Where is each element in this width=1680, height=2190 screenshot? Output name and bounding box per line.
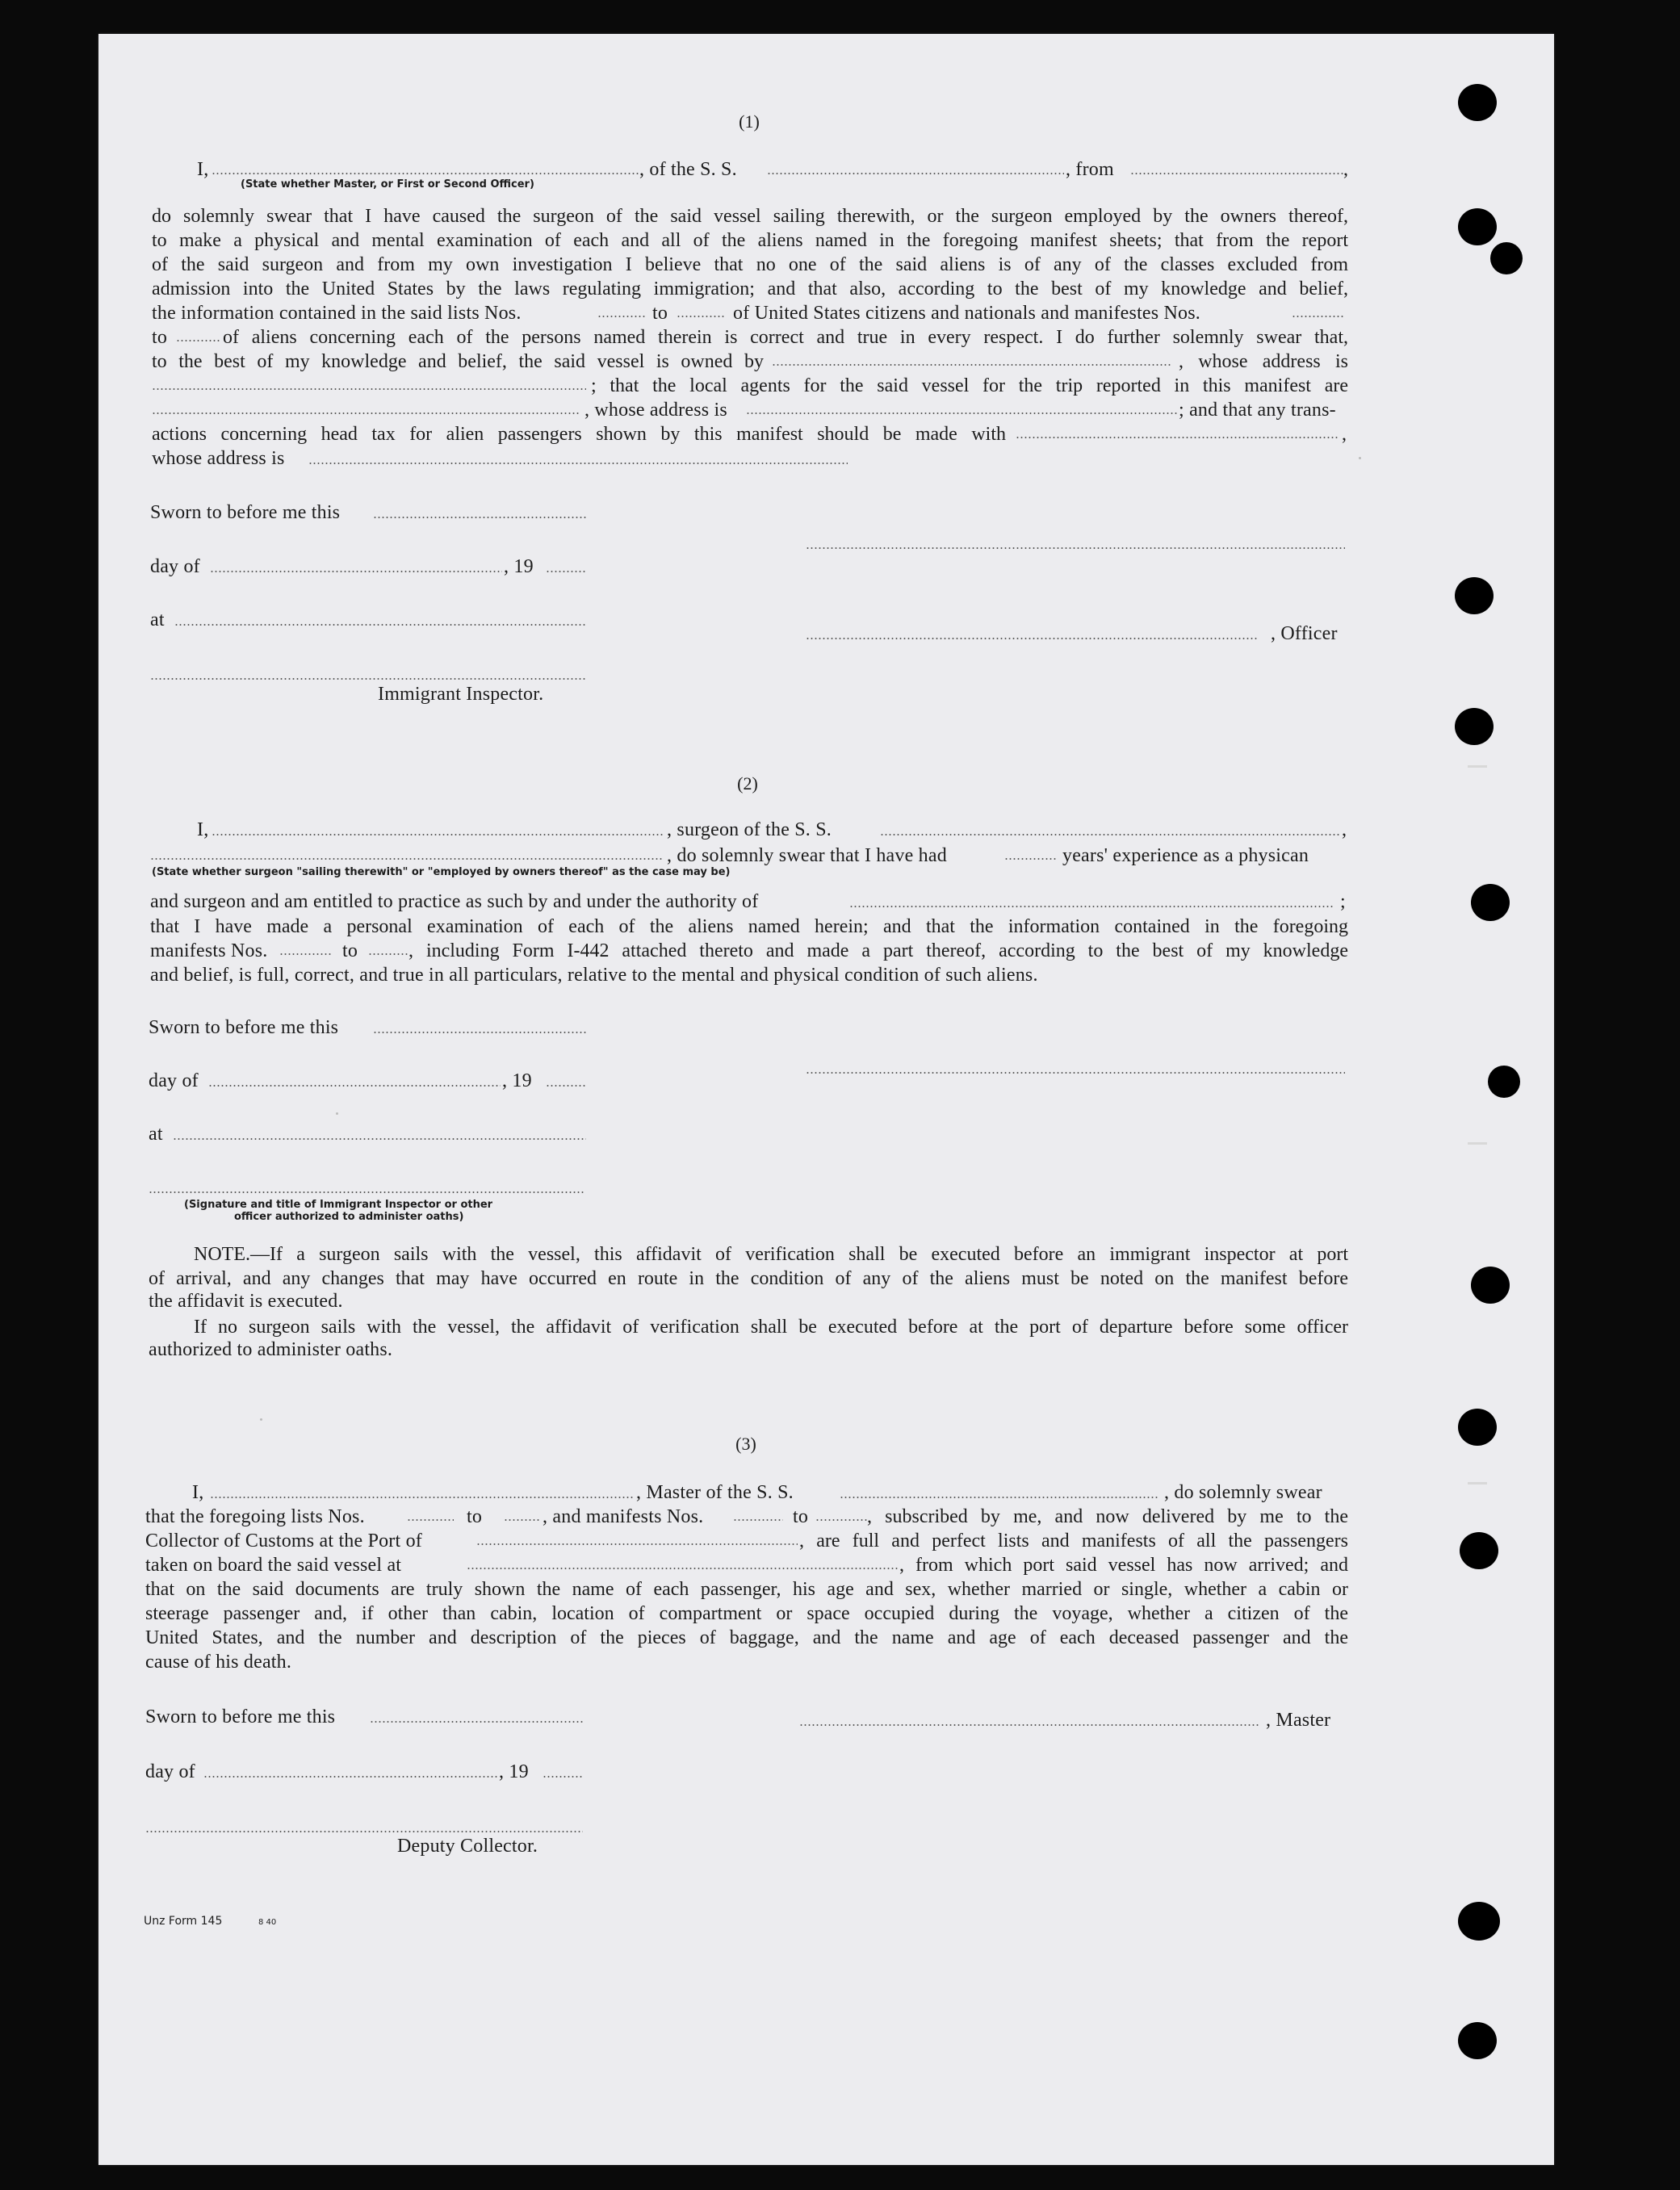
s1-lists-from-blank (597, 316, 646, 317)
s3-dayof: day of (145, 1761, 195, 1782)
s2-p3a: manifests Nos. (150, 940, 268, 961)
section-1-heading: (1) (739, 111, 760, 132)
s1-p7b: , whose address is (1179, 351, 1348, 372)
s3-l4a: taken on board the said vessel at (145, 1555, 402, 1576)
binding-hole (1458, 1409, 1497, 1446)
margin-mark (1468, 765, 1487, 768)
dust-speck (260, 1418, 262, 1421)
s1-manifests-to-blank (176, 340, 221, 341)
s3-name-blank (210, 1497, 635, 1498)
s1-vessel-blank (767, 173, 1064, 174)
s2-inspector-blank (149, 1191, 584, 1193)
s2-end: , (1342, 819, 1347, 840)
s1-para-line: of the said surgeon and from my own investigation I believe that no one of the said aliens is of any of the classes excluded from (152, 254, 1348, 275)
s3-deputy-blank (145, 1831, 583, 1832)
s1-at: at (150, 609, 165, 630)
s3-sworn-blank (370, 1721, 583, 1723)
s2-surgeon-ss: , surgeon of the S. S. (667, 819, 832, 840)
s3-port-blank (476, 1543, 798, 1545)
s2-manifests-to-blank (368, 953, 408, 955)
s2-p3c: , including Form I-442 attached thereto and made a part thereof, according to the best of my knowledge (408, 940, 1348, 961)
s1-owner-address-blank (152, 388, 586, 390)
s1-p5c: of United States citizens and nationals and manifestes Nos. (733, 303, 1200, 324)
s1-p9b: ; and that any trans- (1179, 400, 1336, 421)
s1-p6b: of aliens concerning each of the persons named therein is correct and true in every respect. I do further solemnly swear that, (223, 327, 1348, 348)
binding-hole (1460, 1532, 1498, 1569)
s3-para-line: that on the said documents are truly shown the name of each passenger, his age and sex, whether married or single, whether a cabin or (145, 1579, 1348, 1600)
s2-signature-blank (806, 1072, 1345, 1074)
s2-p3b: to (342, 940, 358, 961)
s2-status-blank (150, 858, 664, 860)
s1-p7a: to the best of my knowledge and belief, the said vessel is owned by (152, 351, 764, 372)
s2-name-blank (212, 834, 664, 835)
form-number: Unz Form 145 (144, 1915, 223, 1928)
s1-dayof: day of (150, 556, 200, 577)
s1-p9a: , whose address is (584, 400, 727, 421)
s3-master-ss: , Master of the S. S. (636, 1482, 794, 1503)
s3-l2a: that the foregoing lists Nos. (145, 1506, 365, 1527)
s2-at: at (149, 1124, 163, 1145)
s1-manifests-blank (1292, 316, 1345, 317)
s1-inspector-blank (150, 678, 586, 680)
s2-at-blank (173, 1138, 586, 1140)
s2-p1a: and surgeon and am entitled to practice as such by and under the authority of (150, 891, 759, 912)
s1-sworn-blank (373, 517, 586, 518)
s3-l3a: Collector of Customs at the Port of (145, 1530, 422, 1551)
binding-hole (1458, 1902, 1500, 1941)
margin-mark (1468, 1482, 1487, 1484)
binding-hole (1471, 1267, 1510, 1304)
s1-day-blank (210, 571, 502, 572)
s2-note-line: If no surgeon sails with the vessel, the affidavit of verification shall be executed before at the port of departure before some officer (194, 1317, 1348, 1338)
s3-master: , Master (1266, 1710, 1331, 1731)
s3-para-line: United States, and the number and description of the pieces of baggage, and the name and age of each deceased passenger and the (145, 1627, 1348, 1648)
s3-swear: , do solemnly swear (1164, 1482, 1322, 1503)
s1-at-blank (174, 624, 586, 626)
s2-note-line: the affidavit is executed. (149, 1291, 343, 1312)
s2-year: , 19 (502, 1070, 532, 1091)
s1-p8: ; that the local agents for the said vessel for the trip reported in this manifest are (591, 375, 1348, 396)
section-2-heading: (2) (737, 773, 758, 794)
s3-day-blank (203, 1776, 497, 1778)
s2-vessel-blank (880, 834, 1340, 835)
s1-caption: (State whether Master, or First or Second Officer) (241, 178, 534, 191)
s2-caption: (State whether surgeon "sailing therewith" or "employed by owners thereof" as the case may be) (152, 866, 731, 878)
s1-p6a: to (152, 327, 168, 348)
s2-day-blank (208, 1085, 501, 1087)
binding-hole (1458, 2022, 1497, 2059)
s2-p1b: ; (1340, 891, 1346, 912)
binding-hole (1455, 577, 1494, 614)
s3-sworn: Sworn to before me this (145, 1706, 336, 1727)
s1-year-blank (546, 571, 586, 572)
binding-hole (1471, 884, 1510, 921)
s2-manifests-from-blank (279, 953, 331, 955)
s2-dayof: day of (149, 1070, 199, 1091)
s1-p11: whose address is (152, 448, 285, 469)
s2-note-line: authorized to administer oaths. (149, 1339, 393, 1360)
s2-note-line: of arrival, and any changes that may have occurred en route in the condition of any of the aliens must be noted on the manifest before (149, 1268, 1348, 1289)
s3-onboard-blank (467, 1568, 898, 1569)
s1-p5a: the information contained in the said lists Nos. (152, 303, 522, 324)
s3-manifests-from-blank (733, 1519, 783, 1521)
binding-hole (1458, 84, 1497, 121)
s1-headtax-blank (1016, 437, 1339, 438)
dust-speck (1359, 457, 1361, 459)
s1-sworn: Sworn to before me this (150, 502, 341, 523)
s3-i: I, (192, 1482, 204, 1503)
s2-year-blank (546, 1085, 586, 1087)
section-3-heading: (3) (735, 1434, 756, 1454)
s3-manifests-to-blank (815, 1519, 867, 1521)
s1-lists-to-blank (677, 316, 725, 317)
s3-year: , 19 (499, 1761, 529, 1782)
s3-l2b: to (467, 1506, 483, 1527)
binding-hole (1488, 1066, 1520, 1098)
s3-vessel-blank (840, 1497, 1159, 1498)
s1-inspector: Immigrant Inspector. (378, 684, 544, 705)
s2-sworn-blank (373, 1032, 586, 1033)
s2-sworn: Sworn to before me this (149, 1017, 339, 1038)
s1-officer-blank (806, 638, 1258, 639)
s3-l2d: to (793, 1506, 809, 1527)
s2-years-blank (1004, 858, 1056, 860)
s3-l2c: , and manifests Nos. (543, 1506, 704, 1527)
s1-agents-blank (152, 412, 580, 414)
s1-name-blank (212, 173, 639, 174)
form-code: 8 40 (258, 1918, 277, 1927)
s2-swear: , do solemnly swear that I have had (667, 845, 947, 866)
s3-l2e: , subscribed by me, and now delivered by me to the (867, 1506, 1348, 1527)
s1-officer: , Officer (1271, 623, 1338, 644)
s2-sig-caption-2: officer authorized to administer oaths) (234, 1211, 464, 1223)
s3-master-signature-blank (799, 1724, 1259, 1726)
s2-note-line: NOTE.—If a surgeon sails with the vessel, this affidavit of verification shall be executed before an immigrant inspector at port (194, 1244, 1348, 1265)
s3-l4b: , from which port said vessel has now arrived; and (899, 1555, 1348, 1576)
binding-hole (1455, 708, 1494, 745)
s3-deputy: Deputy Collector. (397, 1836, 538, 1857)
s3-para-line: cause of his death. (145, 1652, 292, 1673)
s1-year: , 19 (504, 556, 534, 577)
s1-p10b: , (1342, 424, 1347, 445)
s1-para-line: admission into the United States by the laws regulating immigration; and that also, according to the best of my knowledge and belief, (152, 278, 1348, 299)
s1-from-blank (1130, 173, 1343, 174)
s3-para-line: steerage passenger and, if other than cabin, location of compartment or space occupied during the voyage, whether a citizen of the (145, 1603, 1348, 1624)
s3-lists-to-blank (504, 1519, 541, 1521)
s2-i: I, (197, 819, 209, 840)
s2-years: years' experience as a physican (1062, 845, 1309, 866)
s3-year-blank (543, 1776, 583, 1778)
s1-of-ss: , of the S. S. (639, 159, 737, 180)
s1-para-line: do solemnly swear that I have caused the surgeon of the said vessel sailing therewith, or the surgeon employed by the owners thereof, (152, 206, 1348, 227)
s1-signature-blank (806, 547, 1345, 549)
s1-owner-blank (772, 364, 1171, 366)
s1-i: I, (197, 159, 209, 180)
dust-speck (336, 1112, 338, 1115)
s1-end: , (1343, 159, 1349, 180)
s1-p5b: to (652, 303, 668, 324)
s2-sig-caption-1: (Signature and title of Immigrant Inspector or other (184, 1199, 493, 1211)
margin-mark (1468, 1142, 1487, 1145)
s1-p10a: actions concerning head tax for alien passengers shown by this manifest should be made with (152, 424, 1006, 445)
s3-l3b: , are full and perfect lists and manifests of all the passengers (799, 1530, 1348, 1551)
s3-lists-from-blank (407, 1519, 454, 1521)
s1-headtax-address-blank (308, 463, 848, 464)
s2-p4: and belief, is full, correct, and true in all particulars, relative to the mental and physical condition of such aliens. (150, 965, 1038, 986)
s1-agents-address-blank (746, 412, 1177, 414)
binding-hole (1490, 242, 1523, 274)
s2-authority-blank (849, 906, 1334, 907)
s1-from: , from (1066, 159, 1114, 180)
binding-hole (1458, 208, 1497, 245)
s1-para-line: to make a physical and mental examination of each and all of the aliens named in the foregoing manifest sheets; that from the report (152, 230, 1348, 251)
s2-para-line: that I have made a personal examination of each of the aliens named herein; and that the information contained in the foregoing (150, 916, 1348, 937)
